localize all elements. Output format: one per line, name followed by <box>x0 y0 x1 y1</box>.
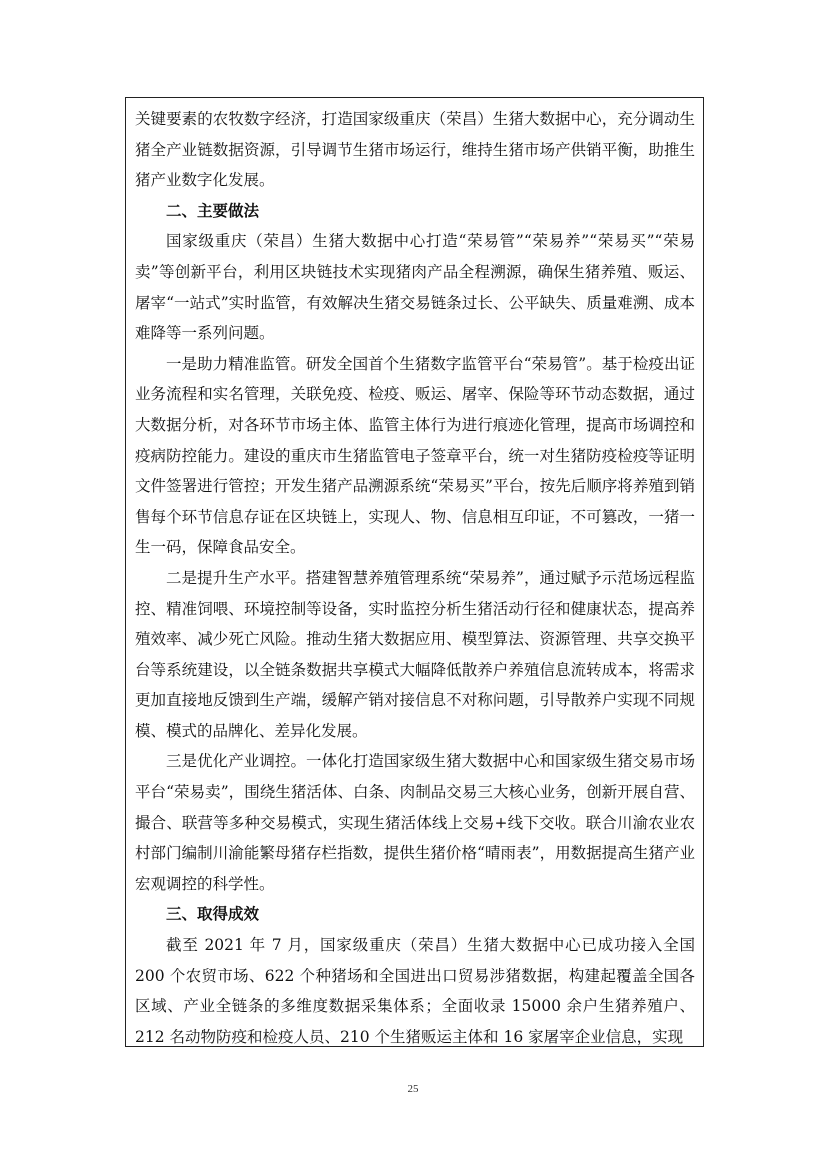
document-body <box>135 104 695 1052</box>
paragraph-production-level: 二是提升生产水平。搭建智慧养殖管理系统“荣易养”，通过赋予示范场远程监控、精准饲喂、环境控制等设备，实时监控分析生猪活动行径和健康状态，提高养殖效率、减少死亡风险。推动生猪大数据应用、模型算法、资源管理、共享交换平台等系统建设，以全链条数据共享模式大幅降低散养户养殖信息流转成本，将需求更加直接地反馈到生产端，缓解产销对接信息不对称问题，引导散养户实现不同规模、模式的品牌化、差异化发展。 <box>135 568 695 740</box>
page-number: 25 <box>407 1083 419 1095</box>
paragraph-industry-regulation: 三是优化产业调控。一体化打造国家级生猪大数据中心和国家级生猪交易市场平台“荣易卖”，围绕生猪活体、白条、肉制品交易三大核心业务，创新开展自营、撮合、联营等多种交易模式，实现生猪活体线上交易+线下交收。联合川渝农业农村部门编制川渝能繁母猪存栏指数，提供生猪价格“晴雨表”，用数据提高生猪产业宏观调控的科学性。 <box>135 752 695 893</box>
section-heading-main-practices: 二、主要做法 <box>166 201 260 220</box>
paragraph-continuation: 关键要素的农牧数字经济，打造国家级重庆（荣昌）生猪大数据中心，充分调动生猪全产业链数据资源，引导调节生猪市场运行，维持生猪市场产供销平衡，助推生猪产业数字化发展。 <box>135 110 695 190</box>
paragraph-precise-supervision: 一是助力精准监管。研发全国首个生猪数字监管平台“荣易管”。基于检疫出证业务流程和实名管理，关联免疫、检疫、贩运、屠宰、保险等环节动态数据，通过大数据分析，对各环节市场主体、监管主体行为进行痕迹化管理，提高市场调控和疫病防控能力。建设的重庆市生猪监管电子签章平台，统一对生猪防疫检疫等证明文件签署进行管控；开发生猪产品溯源系统“荣易买”平台，按先后顺序将养殖到销售每个环节信息存证在区块链上，实现人、物、信息相互印证，不可篡改，一猪一生一码，保障食品安全。 <box>135 354 695 557</box>
paragraph-results: 截至 2021 年 7 月，国家级重庆（荣昌）生猪大数据中心已成功接入全国 200 个农贸市场、622 个种猪场和全国进出口贸易涉猪数据，构建起覆盖全国各区域、产业全链条的多维度数据采集体系；全面收录 15000 余户生猪养殖户、212 名动物防疫和检疫人员、210 个生猪贩运主体和 16 家屠宰企业信息，实现 <box>135 936 695 1046</box>
section-heading-results: 三、取得成效 <box>166 905 260 924</box>
paragraph-overview: 国家级重庆（荣昌）生猪大数据中心打造“荣易管”“荣易养”“荣易买”“荣易卖”等创新平台，利用区块链技术实现猪肉产品全程溯源，确保生猪养殖、贩运、屠宰“一站式”实时监管，有效解决生猪交易链条过长、公平缺失、质量难溯、成本难降等一系列问题。 <box>135 232 695 343</box>
